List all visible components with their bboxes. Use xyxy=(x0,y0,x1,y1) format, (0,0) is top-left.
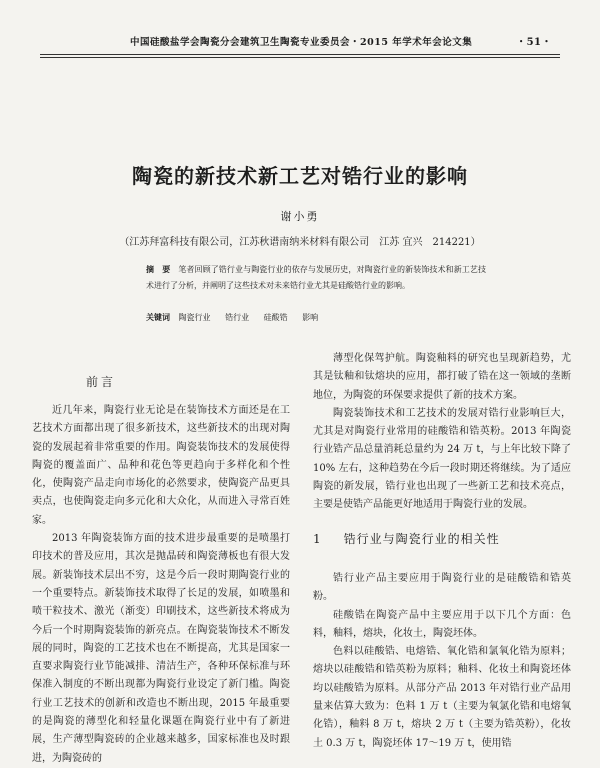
left-column xyxy=(32,402,290,768)
abstract-text: 笔者回顾了锆行业与陶瓷行业的依存与发展历史，对陶瓷行业的新装饰技术和新工艺技术进行了分析，并阐明了这些技术对未来锆行业尤其是硅酸锆行业的影响。 xyxy=(146,265,487,290)
affiliation: （江苏拜富科技有限公司，江苏秋谱南纳米材料有限公司 江苏 宜兴 214221） xyxy=(119,237,481,248)
paragraph: 2013 年陶瓷装饰方面的技术进步最重要的是喷墨打印技术的普及应用，其次是抛晶砖和陶瓷薄板也有很大发展。新装饰技术层出不穷，这是今后一段时期陶瓷行业的一个重要特点。新装饰技术取得了长足的发展，如喷墨和喷干粒技术、激光（渐变）印刷技术，这些新技术将成为今后一个时期陶瓷装饰的新亮点。在陶瓷装饰技术不断发展的同时，陶瓷的工艺技术也在不断提高，尤其是国家一直要求陶瓷行业节能减排、清洁生产，各种环保标准与环保准入制度的不断出现都为陶瓷行业设定了新门槛。陶瓷行业工艺技术的创新和改造也不断出现，2015 年最重要的是陶瓷的薄型化和轻量化课题在陶瓷行业中有了新进展，生产薄型陶瓷砖的企业越来越多，国家标准也及时跟进，为陶瓷砖的 xyxy=(32,533,290,764)
right-column-top xyxy=(313,350,571,515)
abstract xyxy=(146,262,486,293)
preface-heading: 前言 xyxy=(86,375,117,389)
section-number: 1 xyxy=(313,532,322,546)
right-column-bottom xyxy=(313,570,571,753)
paragraph: 陶瓷装饰技术和工艺技术的发展对锆行业影响巨大，尤其是对陶瓷行业常用的硅酸锆和锆英粉。2013 年陶瓷行业锆产品总量消耗总量约为 24 万 t，与上年比较下降了 10% 左右，这种趋势在今后一段时期还将继续。为了适应陶瓷的新发展，锆行业也出现了一些新工艺和技术亮点，主要是使锆产品能更好地适用于陶瓷行业的发展。 xyxy=(313,407,571,511)
keywords-label: 关键词 xyxy=(146,312,170,322)
paragraph: 色料以硅酸锆、电熔锆、氧化锆和氯氧化锆为原料；熔块以硅酸锆和锆英粉为原料；釉料、化妆土和陶瓷坯体均以硅酸锆为原料。从部分产品 2013 年对锆行业产品用量来估算大致为：色料 1 万 t（主要为氧氯化锆和电熔氧化锆），釉料 8 万 t，熔块 2 万 t（主要为锆英粉），化妆土 0.3 万 t，陶瓷坯体 17～19 万 t，使用锆 xyxy=(313,646,571,749)
section-heading xyxy=(313,530,500,547)
header-rule xyxy=(40,54,560,55)
section-title: 锆行业与陶瓷行业的相关性 xyxy=(343,532,500,546)
paragraph: 硅酸锆在陶瓷产品中主要应用于以下几个方面：色料，釉料，熔块，化妆土，陶瓷坯体。 xyxy=(313,609,571,639)
keyword: 陶瓷行业 xyxy=(178,313,211,322)
abstract-label: 摘 要 xyxy=(146,264,171,274)
paragraph: 锆行业产品主要应用于陶瓷行业的是硅酸锆和锆英粉。 xyxy=(313,573,571,603)
page-number: ・51・ xyxy=(516,37,552,48)
article-title: 陶瓷的新技术新工艺对锆行业的影响 xyxy=(132,164,468,188)
author: 谢小勇 xyxy=(280,210,320,223)
header-text: 中国硅酸盐学会陶瓷分会建筑卫生陶瓷专业委员会・2015 年学术年会论文集 xyxy=(130,37,473,48)
keyword: 硅酸锆 xyxy=(263,313,288,322)
keyword: 锆行业 xyxy=(225,313,250,322)
keywords xyxy=(146,312,486,323)
header-rule-thin xyxy=(40,57,560,58)
paragraph: 薄型化保驾护航。陶瓷釉料的研究也呈现新趋势，尤其是钛釉和钛熔块的应用，都打破了锆在这一领域的垄断地位，为陶瓷的环保要求提供了新的技术方案。 xyxy=(313,353,571,401)
paragraph: 近几年来，陶瓷行业无论是在装饰技术方面还是在工艺技术方面都出现了很多新技术，这些新技术的出现对陶瓷的发展起着非常重要的作用。陶瓷装饰技术的发展使得陶瓷的覆盖面广、品种和花色等更趋向于多样化和个性化，使陶瓷产品走向市场化的必然要求，使陶瓷产品更具卖点，也使陶瓷走向多元化和大众化，从而进入寻常百姓家。 xyxy=(32,405,290,526)
keyword: 影响 xyxy=(302,313,319,322)
